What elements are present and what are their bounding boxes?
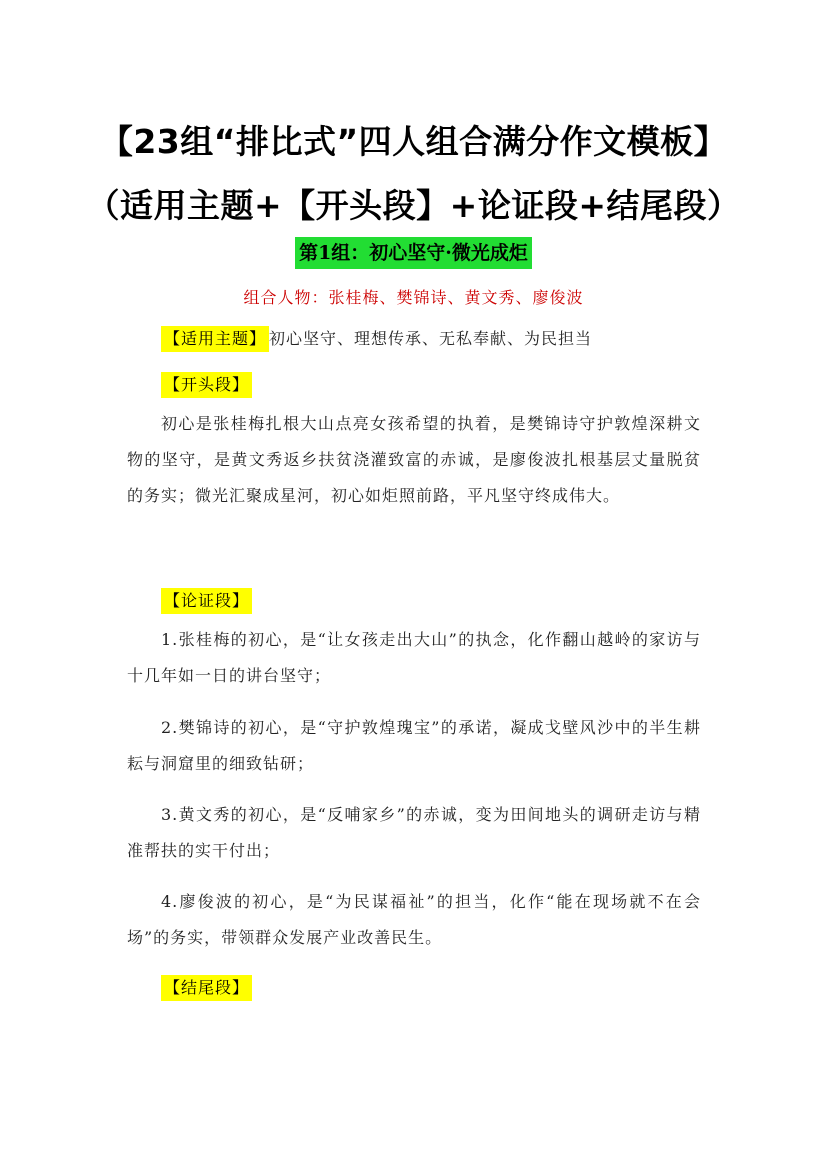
theme-row (161, 326, 592, 352)
opening-paragraph: 初心是张桂梅扎根大山点亮女孩希望的执着，是樊锦诗守护敦煌深耕文物的坚守，是黄文秀返乡扶贫浇灌致富的赤诚，是廖俊波扎根基层丈量脱贫的务实；微光汇聚成星河，初心如炬照前路，平凡坚守终成伟大。 (127, 414, 701, 505)
ending-label: 【结尾段】 (161, 975, 252, 1001)
argument-point-3: 3.黄文秀的初心，是“反哺家乡”的赤诚，变为田间地头的调研走访与精准帮扶的实干付出； (127, 805, 701, 860)
group-heading: 第1组：初心坚守·微光成炬 (295, 237, 532, 269)
theme-text: 初心坚守、理想传承、无私奉献、为民担当 (269, 329, 593, 348)
opening-label: 【开头段】 (161, 372, 252, 398)
document-title: 【23组“排比式”四人组合满分作文模板】 (99, 122, 728, 161)
argument-heading-row (161, 588, 252, 614)
argument-point-2: 2.樊锦诗的初心，是“守护敦煌瑰宝”的承诺，凝成戈壁风沙中的半生耕耘与洞窟里的细致钻研； (127, 718, 701, 773)
argument-point-1: 1.张桂梅的初心，是“让女孩走出大山”的执念，化作翻山越岭的家访与十几年如一日的讲台坚守； (127, 630, 701, 685)
document-subtitle: （适用主题+【开头段】+论证段+结尾段） (86, 186, 741, 225)
theme-label: 【适用主题】 (161, 326, 269, 352)
opening-heading-row (161, 372, 252, 398)
argument-point-4: 4.廖俊波的初心，是“为民谋福祉”的担当，化作“能在现场就不在会场”的务实，带领群众发展产业改善民生。 (127, 892, 701, 947)
argument-label: 【论证段】 (161, 588, 252, 614)
ending-heading-row (161, 975, 252, 1001)
group-heading-container (0, 237, 827, 269)
group-people: 组合人物：张桂梅、樊锦诗、黄文秀、廖俊波 (243, 288, 584, 307)
